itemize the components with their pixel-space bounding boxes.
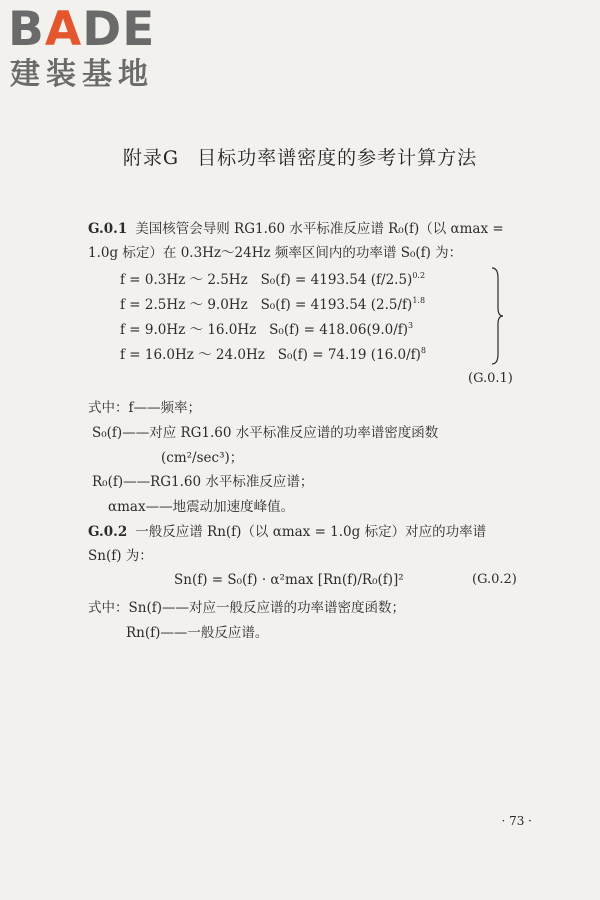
where-sn: 式中：Sn(f)——对应一般反应谱的功率谱密度函数；: [88, 600, 405, 616]
where-f: 式中：f——频率；: [88, 400, 201, 416]
g01-line1: G.0.1 美国核管会导则 RG1.60 水平标准反应谱 R₀(f)（以 αmax =: [88, 221, 504, 237]
equation-g02: Sn(f) = S₀(f) · α²max [Rn(f)/R₀(f)]²: [174, 572, 404, 588]
where-s0: S₀(f)——对应 RG1.60 水平标准反应谱的功率谱密度函数: [92, 425, 439, 441]
brand-logo: [8, 4, 183, 92]
equation-row: f = 16.0Hz ～ 24.0Hz S₀(f) = 74.19 $(16.0/f)^8$: [120, 346, 427, 363]
equation-label: (G.0.2): [472, 572, 517, 587]
equation-row: f = 9.0Hz ～ 16.0Hz $S_0(f) = 418.06(9.0/f)^3$: [120, 321, 414, 338]
page-number: · 73 ·: [501, 814, 532, 828]
g01-line2: 1.0g 标定）在 0.3Hz～24Hz 频率区间内的功率谱 S₀(f) 为：: [88, 245, 463, 261]
where-amax: αmax——地震动加速度峰值。: [108, 499, 295, 515]
where-s0-unit: (cm²/sec³)；: [161, 450, 244, 466]
appendix-title: 附录G 目标功率谱密度的参考计算方法: [122, 147, 478, 169]
logo-wordmark: BADE: [8, 2, 156, 57]
equation-label: (G.0.1): [468, 371, 513, 386]
equation-row: f = 0.3Hz ～ 2.5Hz S₀(f) = 4193.54 $(f/2.5)^{0.2}$: [120, 271, 426, 288]
g02-number: G.0.2: [88, 524, 128, 540]
right-brace: [490, 266, 504, 366]
where-rn: Rn(f)——一般反应谱。: [126, 625, 269, 641]
equation-row: f = 2.5Hz ～ 9.0Hz S₀(f) = 4193.54 $(2.5/f)^{1.8}$: [120, 296, 426, 313]
where-r0: R₀(f)——RG1.60 水平标准反应谱；: [92, 474, 314, 490]
g01-number: G.0.1: [88, 221, 128, 237]
g02-line1: G.0.2 一般反应谱 Rn(f)（以 αmax = 1.0g 标定）对应的功率谱: [88, 524, 487, 540]
g02-line2: Sn(f) 为：: [88, 548, 153, 564]
logo-subtitle: 建装基地: [10, 57, 154, 92]
